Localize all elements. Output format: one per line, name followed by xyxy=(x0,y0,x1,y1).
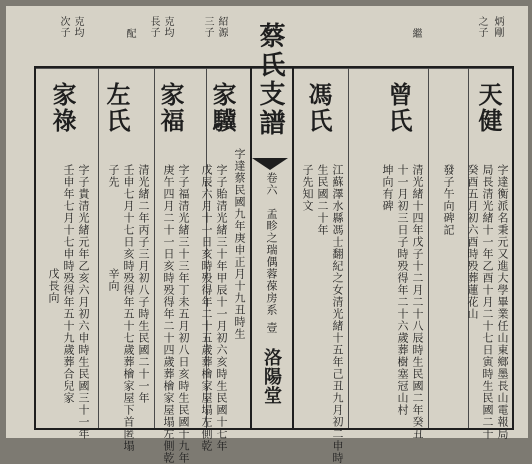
person-bio: 字子貽清光緒三十年甲辰十一月初六亥時生民國十七年 xyxy=(215,164,228,452)
person-bio: 字子貴清光緒元年乙亥六月初六申時生民國三十一年 xyxy=(77,164,90,440)
top-label: 克均 xyxy=(72,16,83,38)
person-bio: 癸酉五月初六酉時殁葬蓮花山 xyxy=(466,164,479,320)
top-label: 紹源 xyxy=(216,16,227,38)
person-name: 家福 xyxy=(156,82,185,134)
top-label: 三子 xyxy=(202,16,213,38)
person-bio: 壬申年七月十七申時殁得年五十九歲葬合兒家 xyxy=(62,164,75,404)
person-bio: 辛向 xyxy=(107,268,120,292)
person-bio: 字達蔡民國九年庚申正月十九丑時生 xyxy=(233,148,246,340)
genealogy-page xyxy=(6,6,528,464)
person-bio: 戊辰六月十一日亥時殁得年二十五歲葬檜家屋塌左側乾 xyxy=(200,164,213,452)
person-name: 馮氏 xyxy=(304,82,333,134)
person-bio: 十一月初三日子時殁得年二十六歲葬樹塞冠山村 xyxy=(396,164,409,416)
center-column xyxy=(250,22,294,428)
fish-tail-mark xyxy=(252,158,288,170)
relation-label: 配 xyxy=(124,28,135,39)
divider xyxy=(348,68,349,428)
person-bio: 局長清光緒十一年乙酉十月二十七日寅時生民國二十 xyxy=(481,164,494,440)
top-label: 克均 xyxy=(162,16,173,38)
person-bio: 字達衡派名秉元又進大學畢業任山東鄉墨長山電報局 xyxy=(496,164,509,440)
top-label: 炳剛 xyxy=(492,16,503,38)
person-name: 左氏 xyxy=(102,82,131,134)
branch-note: 孟畛之瑞偶蓉葆房系 xyxy=(265,208,278,316)
person-bio: 生民國二十年 xyxy=(316,164,329,236)
divider xyxy=(428,68,429,428)
person-bio: 字子福清光緒三十三年丁未五月初八日亥時生民國十九年 xyxy=(177,164,190,464)
person-bio: 發子午向碑記 xyxy=(442,164,455,236)
person-name: 曾氏 xyxy=(384,82,413,134)
person-bio: 子先 xyxy=(107,164,120,188)
top-label: 次子 xyxy=(58,16,69,38)
divider xyxy=(154,68,155,428)
person-bio: 戊長向 xyxy=(47,268,60,304)
person-bio: 坤向有碑 xyxy=(381,164,394,212)
person-bio: 江蘇澤水縣馮士翻紀之女清光緒十五年己丑九月初二申時 xyxy=(331,164,344,464)
relation-label: 繼 xyxy=(410,28,421,39)
page-frame xyxy=(34,16,514,464)
person-name: 家祿 xyxy=(48,82,77,134)
person-name: 家驥 xyxy=(208,82,237,134)
person-bio: 子先知文 xyxy=(301,164,314,212)
person-bio: 壬申七月十七日亥時殁得年五十七歲葬檜家屋下首匿塌 xyxy=(122,164,135,452)
person-name: 天健 xyxy=(474,82,503,134)
page-number: 壹 xyxy=(265,322,278,334)
top-label: 長子 xyxy=(148,16,159,38)
divider xyxy=(98,68,99,428)
person-bio: 庚午四月二十一日亥時殁得年二十四歲葬檜家屋塌左側乾 xyxy=(162,164,175,464)
volume-label: 卷六 xyxy=(265,172,278,196)
page-title: 蔡氏支譜 xyxy=(255,22,285,138)
top-label: 之子 xyxy=(476,16,487,38)
person-bio: 清光緒二年丙子三月初八子時生民國二十一年 xyxy=(137,164,150,404)
hall-name: 洛陽堂 xyxy=(261,348,282,405)
person-bio: 清光緒十四年戊子十二月二十八辰時生民國二年癸丑 xyxy=(411,164,424,440)
